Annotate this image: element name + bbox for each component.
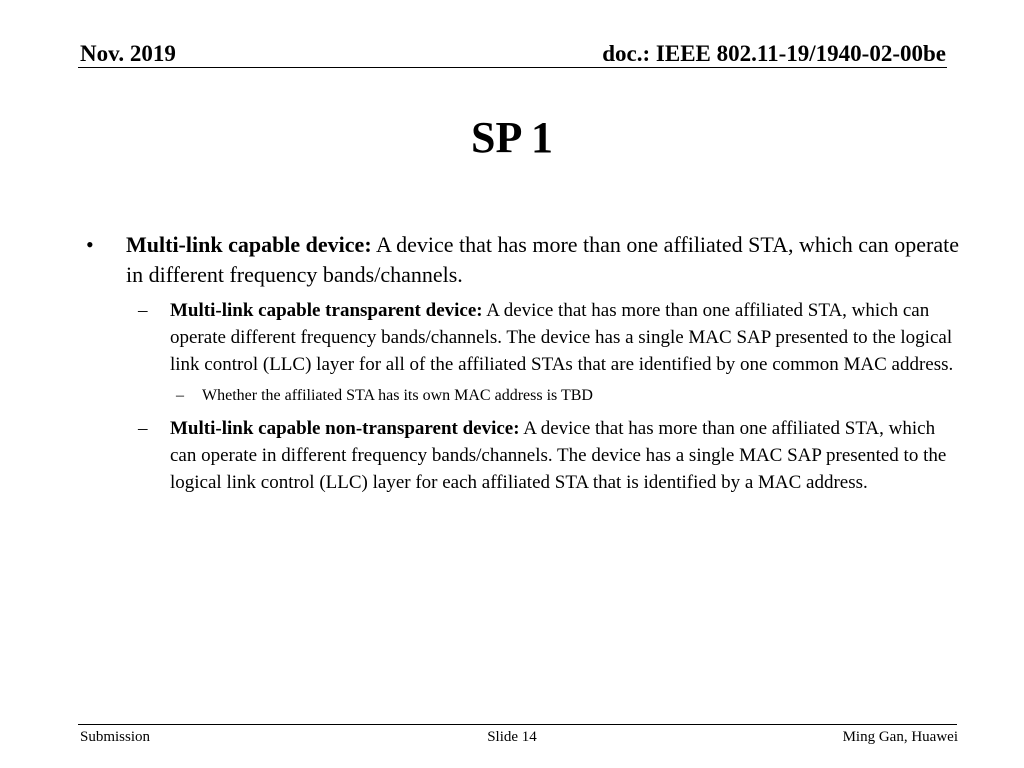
bullet-transparent-device (80, 297, 960, 378)
dash-marker: – (138, 418, 148, 439)
bullet-text: A device that has more than one affiliated STA, which can operate in different frequency bands/channels. The device has a single MAC SAP presented to the logical link control (LLC) layer for each affiliated STA that is identified by a MAC address. (170, 418, 947, 493)
slide-body (80, 230, 960, 496)
footer-divider (78, 724, 957, 725)
bullet-text: Whether the affiliated STA has its own MAC address is TBD (202, 387, 593, 404)
slide-title: SP 1 (471, 113, 553, 162)
footer-slide-number: Slide 14 (487, 729, 537, 745)
bullet-non-transparent-device (80, 415, 960, 496)
bullet-term: Multi-link capable device: (126, 232, 372, 257)
dash-marker: – (138, 300, 148, 321)
dash-marker: – (176, 387, 184, 404)
bullet-text: A device that has more than one affiliated STA, which can operate different frequency bands/channels. The device has a single MAC SAP presented to the logical link control (LLC) layer for all of the affiliated STAs that are identified by one common MAC address. (170, 300, 954, 375)
bullet-text: A device that has more than one affiliated STA, which can operate in different frequency bands/channels. (126, 232, 960, 287)
bullet-term: Multi-link capable transparent device: (170, 300, 483, 321)
header-divider (78, 67, 947, 68)
header-doc-id: doc.: IEEE 802.11-19/1940-02-00be (602, 41, 946, 66)
bullet-term: Multi-link capable non-transparent device: (170, 418, 520, 439)
header-date: Nov. 2019 (80, 41, 176, 66)
bullet-multi-link-device (80, 230, 960, 290)
footer-author: Ming Gan, Huawei (842, 729, 958, 745)
footer-submission: Submission (80, 729, 151, 745)
bullet-marker: • (86, 232, 94, 257)
bullet-mac-address-tbd (80, 384, 960, 408)
